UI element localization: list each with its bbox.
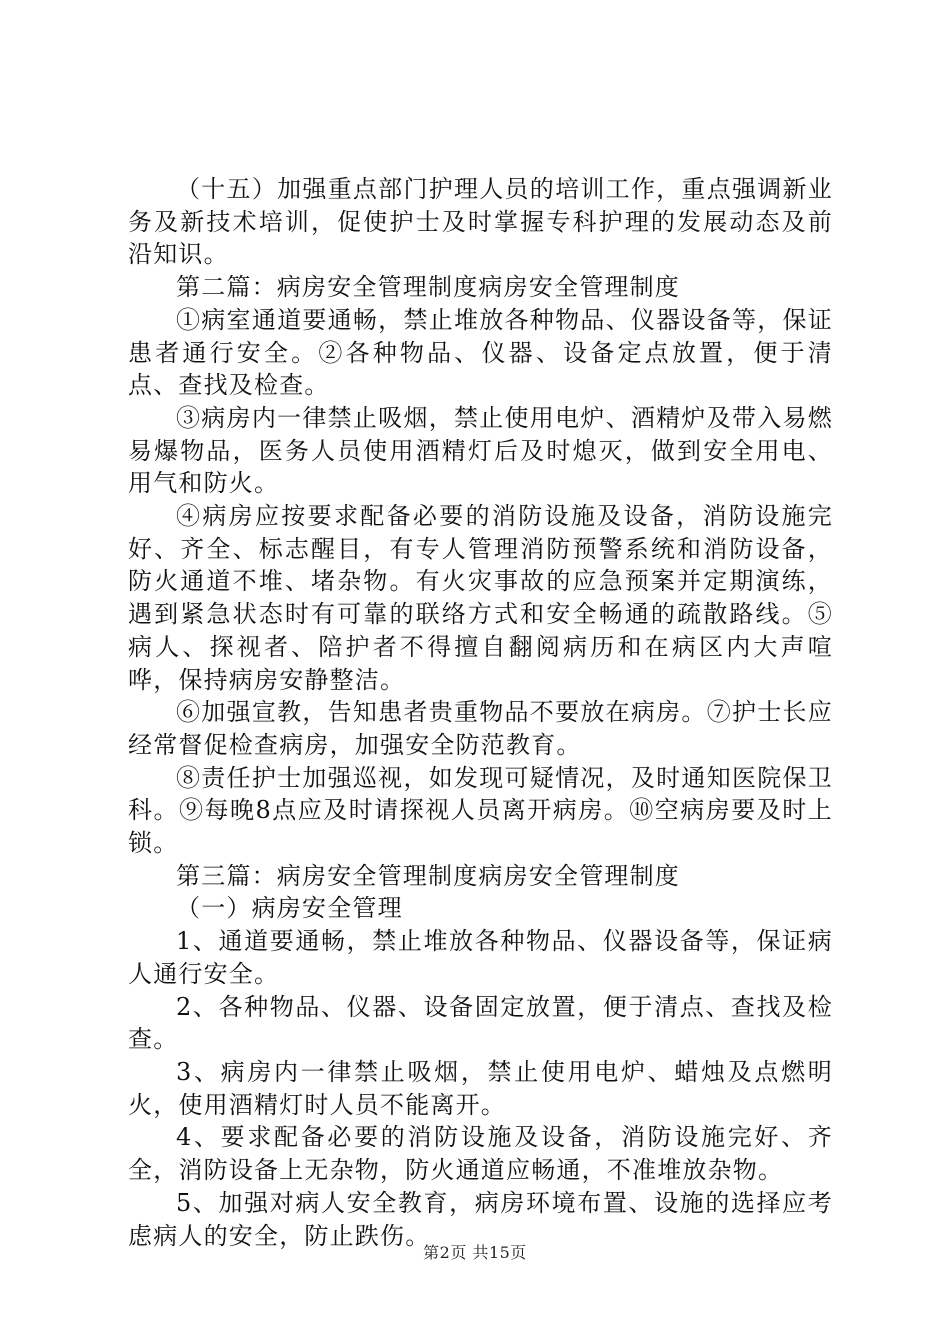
list-item-3: 3、病房内一律禁止吸烟，禁止使用电炉、蜡烛及点燃明火，使用酒精灯时人员不能离开。 bbox=[128, 1057, 833, 1119]
page-number-footer: 第2页 共15页 bbox=[423, 1243, 527, 1262]
paragraph-rule-3: ③病房内一律禁止吸烟，禁止使用电炉、酒精炉及带入易燃易爆物品，医务人员使用酒精灯后及时熄灭，做到安全用电、用气和防火。 bbox=[128, 403, 833, 498]
section-heading-part-three: 第三篇：病房安全管理制度病房安全管理制度 bbox=[176, 861, 680, 890]
paragraph-rule-1-2: ①病室通道要通畅，禁止堆放各种物品、仪器设备等，保证患者通行安全。②各种物品、仪器、设备定点放置，便于清点、查找及检查。 bbox=[128, 305, 833, 400]
list-item-5: 5、加强对病人安全教育，病房环境布置、设施的选择应考虑病人的安全，防止跌伤。 bbox=[128, 1188, 833, 1250]
paragraph-rule-6-7: ⑥加强宣教，告知患者贵重物品不要放在病房。⑦护士长应经常督促检查病房，加强安全防范教育。 bbox=[128, 698, 833, 759]
list-item-4: 4、要求配备必要的消防设施及设备，消防设施完好、齐全，消防设备上无杂物，防火通道应畅通，不准堆放杂物。 bbox=[128, 1123, 833, 1185]
subsection-heading: （一）病房安全管理 bbox=[176, 894, 403, 923]
paragraph-rule-4-5: ④病房应按要求配备必要的消防设施及设备，消防设施完好、齐全、标志醒目，有专人管理消防预警系统和消防设备，防火通道不堆、堵杂物。有火灾事故的应急预案并定期演练，遇到紧急状态时有可靠的联络方式和安全畅通的疏散路线。⑤病人、探视者、陪护者不得擅自翻阅病历和在病区内大声喧哗，保持病房安静整洁。 bbox=[128, 502, 833, 694]
section-heading-part-two: 第二篇：病房安全管理制度病房安全管理制度 bbox=[176, 273, 680, 302]
list-item-1: 1、通道要通畅，禁止堆放各种物品、仪器设备等，保证病人通行安全。 bbox=[128, 927, 833, 988]
paragraph-rule-8-10: ⑧责任护士加强巡视，如发现可疑情况，及时通知医院保卫科。⑨每晚8点应及时请探视人员离开病房。⑩空病房要及时上锁。 bbox=[128, 763, 833, 858]
document-body bbox=[128, 173, 833, 1252]
list-item-2: 2、各种物品、仪器、设备固定放置，便于清点、查找及检查。 bbox=[128, 992, 833, 1054]
paragraph-training: （十五）加强重点部门护理人员的培训工作，重点强调新业务及新技术培训，促使护士及时掌握专科护理的发展动态及前沿知识。 bbox=[128, 175, 833, 269]
